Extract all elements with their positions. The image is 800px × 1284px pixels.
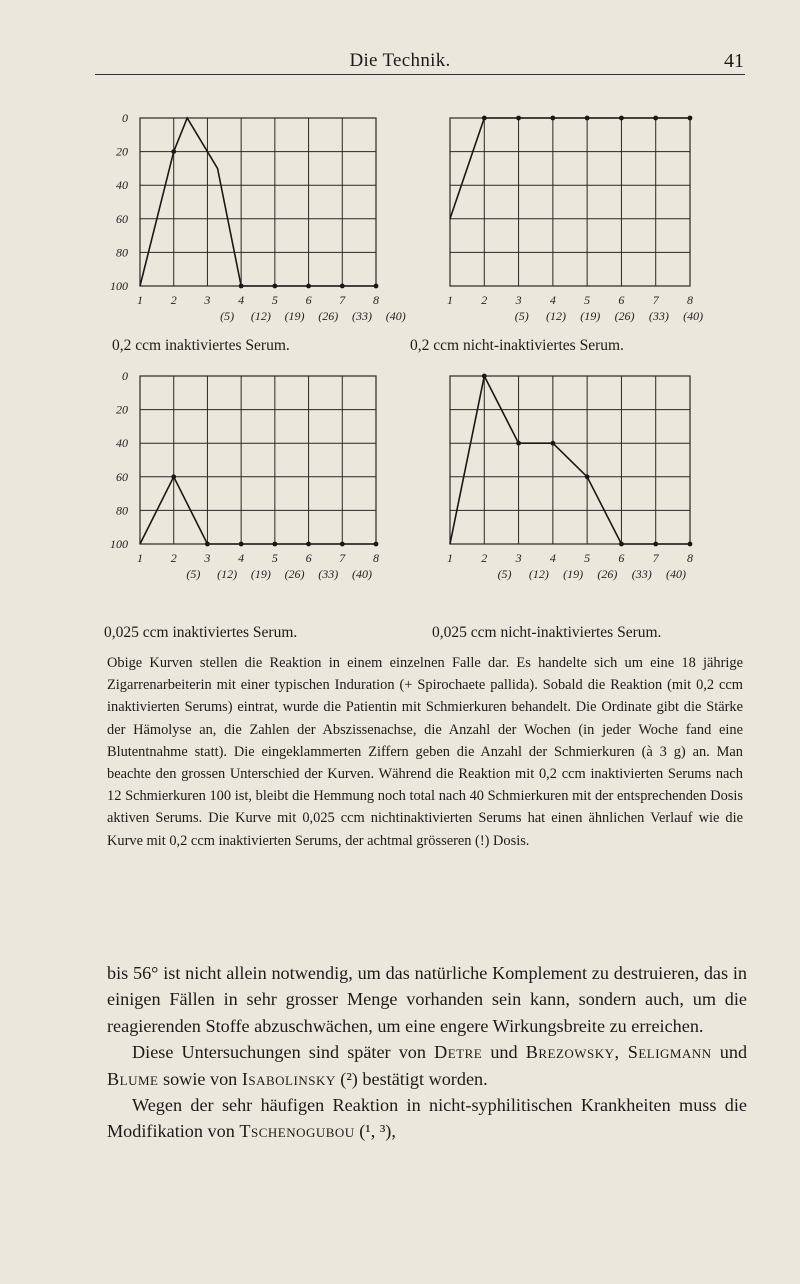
data-point xyxy=(306,542,311,547)
series-line xyxy=(450,118,690,219)
x-secondary-label: (33) xyxy=(631,567,652,581)
y-tick-label: 100 xyxy=(110,279,128,293)
x-secondary-label: (12) xyxy=(528,567,549,581)
x-tick-label: 1 xyxy=(447,293,453,307)
data-point xyxy=(205,542,210,547)
grid-frame xyxy=(450,118,690,286)
x-tick-label: 6 xyxy=(305,551,312,565)
data-point xyxy=(374,542,379,547)
data-point xyxy=(550,116,555,121)
x-secondary-label: (26) xyxy=(284,567,305,581)
x-secondary-label: (5) xyxy=(186,567,201,581)
data-point xyxy=(340,542,345,547)
y-tick-label: 100 xyxy=(110,537,128,551)
caption-chart-active-0-2: 0,2 ccm nicht-inaktiviertes Serum. xyxy=(410,337,624,354)
x-secondary-label: (19) xyxy=(250,567,271,581)
grid-frame xyxy=(140,118,376,286)
data-point xyxy=(585,474,590,479)
chart-inactivated-0-025 xyxy=(105,366,390,596)
x-tick-label: 7 xyxy=(652,551,659,565)
y-tick-label: 40 xyxy=(116,436,128,451)
x-tick-label: 1 xyxy=(137,293,143,307)
body-paragraph-3: Wegen der sehr häufigen Reaktion in nicht-syphilitischen Krankheiten muss die Modifikation von Tschenogubou (¹, ³), xyxy=(107,1095,747,1142)
x-secondary-label: (33) xyxy=(648,309,669,323)
y-tick-label: 20 xyxy=(116,402,128,417)
y-tick-label: 40 xyxy=(116,178,128,193)
x-secondary-label: (12) xyxy=(546,309,566,323)
x-tick-label: 7 xyxy=(652,293,659,307)
x-secondary-label: (12) xyxy=(250,309,271,323)
x-tick-label: 1 xyxy=(137,551,143,565)
x-tick-label: 6 xyxy=(618,293,625,307)
x-tick-label: 5 xyxy=(584,551,591,565)
data-point xyxy=(171,149,176,154)
data-point xyxy=(550,441,555,446)
y-tick-label: 0 xyxy=(122,111,128,125)
x-tick-label: 2 xyxy=(481,551,488,565)
x-secondary-label: (19) xyxy=(284,309,305,323)
data-point xyxy=(374,284,379,289)
body-text xyxy=(107,960,747,1145)
chart-active-0-025 xyxy=(430,366,730,596)
x-tick-label: 5 xyxy=(584,293,591,307)
data-point xyxy=(653,116,658,121)
data-point xyxy=(516,116,521,121)
author-isabolinsky: Isabolinsky xyxy=(241,1068,336,1089)
x-secondary-label: (33) xyxy=(352,309,372,323)
x-secondary-label: (26) xyxy=(614,309,635,323)
data-point xyxy=(171,474,176,479)
x-tick-label: 4 xyxy=(238,293,245,307)
x-tick-label: 3 xyxy=(204,293,211,307)
y-tick-label: 0 xyxy=(122,369,128,383)
x-tick-label: 2 xyxy=(481,293,488,307)
data-point xyxy=(482,116,487,121)
x-tick-label: 4 xyxy=(238,551,245,565)
data-point xyxy=(306,284,311,289)
x-secondary-label: (40) xyxy=(683,309,704,323)
x-tick-label: 8 xyxy=(687,293,693,307)
caption-chart-inactivated-0-025: 0,025 ccm inaktiviertes Serum. xyxy=(104,624,298,641)
y-tick-label: 80 xyxy=(116,503,128,518)
author-detre: Detre xyxy=(434,1042,483,1063)
x-tick-label: 4 xyxy=(549,293,556,307)
x-tick-label: 8 xyxy=(373,293,379,307)
body-paragraph-1: bis 56° ist nicht allein notwendig, um das natürliche Komplement zu destruieren, das in einigen Fällen in sehr grosser Menge vorhanden sein kann, sondern auch, um die reagierenden Stoffe abzuschwächen, um eine engere Wirkungsbreite zu erreichen. xyxy=(107,963,747,1036)
x-secondary-label: (40) xyxy=(666,567,686,581)
data-point xyxy=(653,542,658,547)
reference-marker: (¹, ³), xyxy=(359,1121,396,1142)
data-point xyxy=(239,542,244,547)
x-tick-label: 6 xyxy=(305,293,312,307)
x-tick-label: 3 xyxy=(204,551,211,565)
data-point xyxy=(688,116,693,121)
caption-chart-inactivated-0-2: 0,2 ccm inaktiviertes Serum. xyxy=(112,337,290,354)
x-tick-label: 2 xyxy=(170,293,177,307)
x-tick-label: 7 xyxy=(339,293,346,307)
x-secondary-label: (33) xyxy=(318,567,339,581)
x-secondary-label: (19) xyxy=(580,309,601,323)
y-tick-label: 60 xyxy=(116,469,128,484)
data-point xyxy=(272,542,277,547)
caption-chart-active-0-025: 0,025 ccm nicht-inaktiviertes Serum. xyxy=(432,624,662,641)
y-tick-label: 20 xyxy=(116,144,128,159)
x-tick-label: 5 xyxy=(271,551,278,565)
x-secondary-label: (26) xyxy=(597,567,618,581)
data-point xyxy=(516,441,521,446)
data-point xyxy=(619,116,624,121)
grid-frame xyxy=(140,376,376,544)
series-line xyxy=(450,376,690,544)
data-point xyxy=(340,284,345,289)
y-tick-label: 80 xyxy=(116,245,128,260)
page-header xyxy=(0,50,800,80)
chart-active-0-2 xyxy=(430,108,730,338)
x-secondary-label: (12) xyxy=(217,567,238,581)
x-secondary-label: (5) xyxy=(514,309,529,323)
x-tick-label: 8 xyxy=(373,551,379,565)
data-point xyxy=(619,542,624,547)
x-secondary-label: (19) xyxy=(563,567,584,581)
x-tick-label: 6 xyxy=(618,551,625,565)
x-secondary-label: (40) xyxy=(385,309,406,323)
figure-description: Obige Kurven stellen die Reaktion in einem einzelnen Falle dar. Es handelte sich um eine 18 jährige Zigarrenarbeiterin mit einer typischen Induration (+ Spirochaete pallida). Sobald die Reaktion (mit 0,2 ccm inaktivierten Serums) eintrat, wurde die Patientin mit Schmierkuren behandelt. Die Ordinate gibt die Stärke der Hämolyse an, die Zahlen der Abszissenachse, die Anzahl der Wochen (in jeder Woche fand eine Blutentnahme statt). Die eingeklammerten Ziffern geben die Anzahl der Schmierkuren (à 3 g) an. Man beachte den grossen Unterschied der Kurven. Während die Reaktion mit 0,2 ccm inaktivierten Serums nach 12 Schmierkuren 100 ist, bleibt die Hemmung noch total nach 40 Schmierkuren mit der entsprechenden Dosis aktiven Serums. Die Kurve mit 0,025 ccm nichtinaktivierten Serums hat einen ähnlichen Verlauf wie die Kurve mit 0,2 ccm inaktivierten Serums, der achtmal grösseren (!) Dosis. xyxy=(107,655,743,849)
y-tick-label: 60 xyxy=(116,211,128,226)
reference-marker: (²) xyxy=(340,1068,358,1089)
x-secondary-label: (5) xyxy=(497,567,512,581)
data-point xyxy=(585,116,590,121)
x-secondary-label: (5) xyxy=(220,309,235,323)
x-tick-label: 3 xyxy=(515,293,522,307)
series-line xyxy=(140,118,376,286)
author-seligmann: Seligmann xyxy=(627,1042,712,1063)
author-blume: Blume xyxy=(107,1068,159,1089)
data-point xyxy=(239,284,244,289)
header-rule xyxy=(95,74,745,75)
running-title: Die Technik. xyxy=(349,50,451,71)
data-point xyxy=(272,284,277,289)
data-point xyxy=(688,542,693,547)
x-tick-label: 1 xyxy=(447,551,453,565)
x-tick-label: 7 xyxy=(339,551,346,565)
chart-inactivated-0-2 xyxy=(105,108,406,338)
x-secondary-label: (40) xyxy=(352,567,372,581)
x-tick-label: 2 xyxy=(170,551,177,565)
author-tschenogubou: Tschenogubou xyxy=(239,1121,355,1142)
x-tick-label: 4 xyxy=(549,551,556,565)
page-number: 41 xyxy=(724,50,744,72)
x-secondary-label: (26) xyxy=(318,309,339,323)
x-tick-label: 5 xyxy=(271,293,278,307)
author-brezowsky: Brezowsky, xyxy=(525,1042,620,1063)
x-tick-label: 3 xyxy=(515,551,522,565)
body-paragraph-2: Diese Untersuchungen sind später von Detre und Brezowsky, Seligmann und Blume sowie von Isabolinsky (²) bestätigt worden. xyxy=(107,1042,748,1089)
data-point xyxy=(482,374,487,379)
x-tick-label: 8 xyxy=(687,551,693,565)
